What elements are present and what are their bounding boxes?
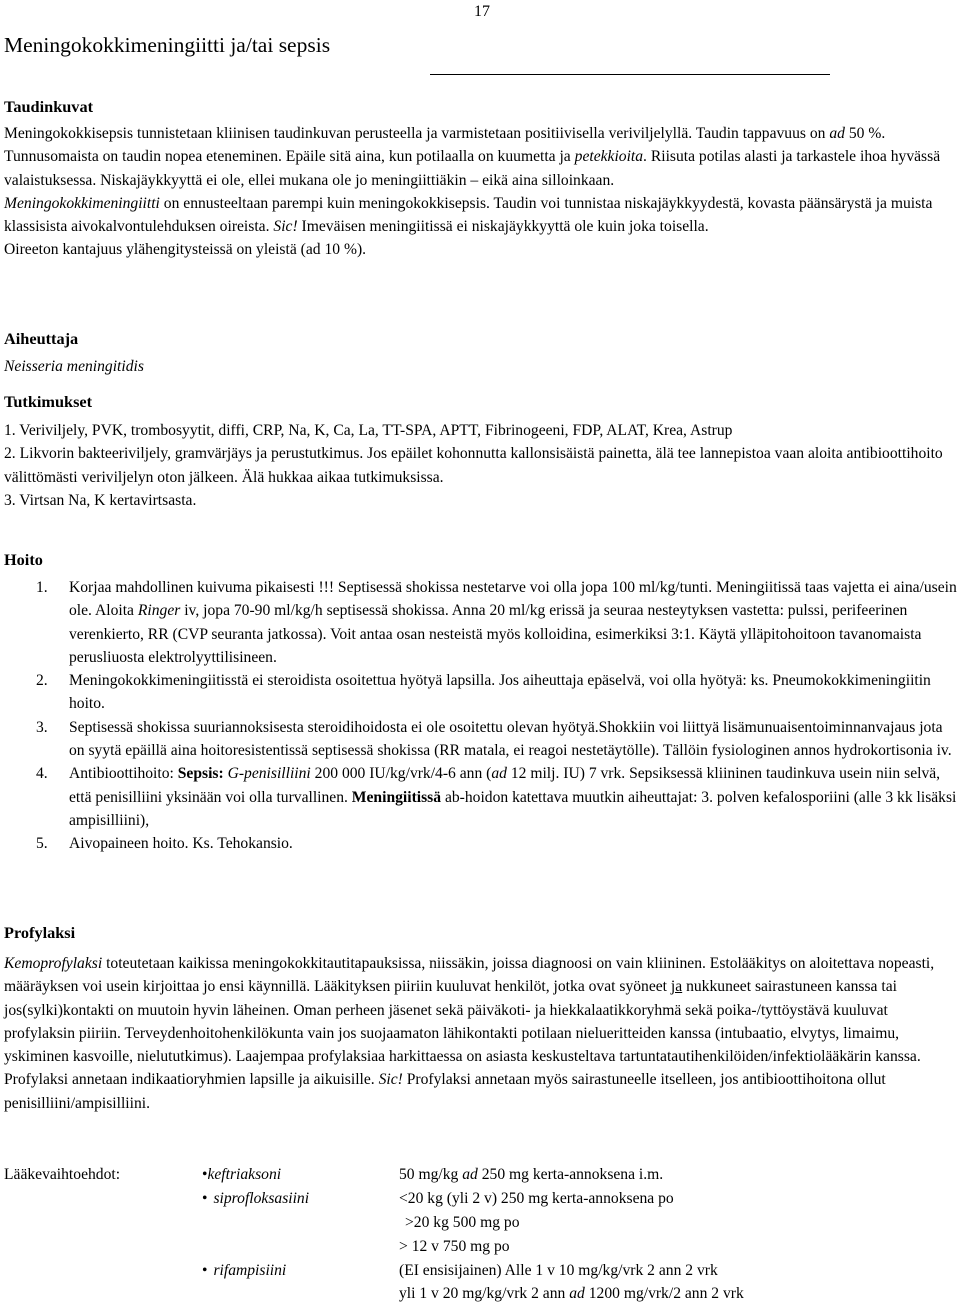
taudinkuvat-paragraph-2: Meningokokkimeningiitti on ennusteeltaan parempi kuin meningokokkisepsis. Taudin voi tunnistaa niskajäykkyydestä, kovasta päänsärystä ja muista klassisista aivokalvontulehduksen oireista. Sic! Imeväisen meningiitissä ei niskajäykkyyttä ole kuin joka toisella. — [4, 194, 933, 236]
taudinkuvat-paragraph-3: Oireeton kantajuus ylähengitysteissä on yleistä (ad 10 %). — [4, 241, 367, 259]
tutkimukset-line-1: 1. Veriviljely, PVK, trombosyytit, diffi, CRP, Na, K, Ca, La, TT-SPA, APTT, Fibrinogeeni, FDP, ALAT, Krea, Astrup — [4, 422, 733, 439]
drug-siprofloksasiini: • siprofloksasiini — [202, 1189, 310, 1207]
medication-row — [4, 1187, 944, 1211]
dose-rifampisiini-1: (EI ensisijainen) Alle 1 v 10 mg/kg/vrk 2 ann 2 vrk — [399, 1261, 718, 1279]
profylaksi-text — [4, 952, 958, 1115]
hoito-list — [4, 576, 958, 856]
drug-keftriaksoni: •keftriaksoni — [202, 1166, 282, 1183]
dose-siprofloksasiini-1: <20 kg (yli 2 v) 250 mg kerta-annoksena po — [399, 1189, 674, 1207]
list-item: 5. Aivopaineen hoito. Ks. Tehokansio. — [36, 835, 293, 853]
taudinkuvat-text — [4, 122, 958, 262]
heading-profylaksi: Profylaksi — [4, 923, 76, 942]
list-item: 1. Korjaa mahdollinen kuivuma pikaisesti !!! Septisessä shokissa nestetarve voi olla jopa 100 ml/kg/tunti. Meningiitissä taas vajetta ei aina/usein ole. Aloita Ringer iv, jopa 70-90 ml/kg/h septisessä shokissa. Anna 20 ml/kg erissä ja seuraa nesteytyksen vastetta: pulssi, perifeerinen verenkierto, RR (CVP seuranta jatkossa). Voit antaa osan nesteistä myös kolloidina, esimerkiksi 3:1. Käytä ylläpitohoitoon tavanomaista perusliuosta elektrolyyttilisineen. — [36, 579, 957, 666]
medication-label: Lääkevaihtoehdot: — [4, 1166, 121, 1183]
page-title: Meningokokkimeningiitti ja/tai sepsis — [4, 33, 331, 57]
tutkimukset-text — [4, 419, 958, 512]
title-rule — [430, 74, 830, 75]
dose-siprofloksasiini-3: > 12 v 750 mg po — [399, 1237, 510, 1255]
heading-taudinkuvat: Taudinkuvat — [4, 97, 94, 116]
taudinkuvat-paragraph-1: Meningokokkisepsis tunnistetaan kliinisen taudinkuvan perusteella ja varmistetaan positiivisella veriviljelyllä. Taudin tappavuus on ad 50 %. Tunnusomaista on taudin nopea eteneminen. Epäile sitä aina, kun potilaalla on kuumetta ja petekkioita. Riisuta potilas alasti ja tarkastele ihoa hyvässä valaistuksessa. Niskajäykkyyttä ei ole, ellei mukana ole jo meningiittiäkin – eikä aina silloinkaan. — [4, 125, 941, 189]
medication-options — [4, 1163, 944, 1306]
aiheuttaja-organism: Neisseria meningitidis — [4, 358, 144, 375]
tutkimukset-line-3: 3. Virtsan Na, K kertavirtsasta. — [4, 491, 197, 509]
heading-tutkimukset: Tutkimukset — [4, 392, 93, 411]
dose-keftriaksoni: 50 mg/kg ad 250 mg kerta-annoksena i.m. — [399, 1166, 664, 1183]
list-item: 4. Antibioottihoito: Sepsis: G-penisilliini 200 000 IU/kg/vrk/4-6 ann (ad 12 milj. IU) 7 vrk. Sepsiksessä kliininen taudinkuva usein niin selvä, että penisilliini yksinään voi olla turvallinen. Meningiitissä ab-hoidon katettava muutkin aiheuttajat: 3. polven kefalosporiini (alle 3 kk lisäksi ampisilliini), — [36, 765, 957, 829]
list-item: 2. Meningokokkimeningiitisstä ei steroidista osoitettua hyötyä lapsilla. Jos aiheuttaja epäselvä, voi olla hyötyä: ks. Pneumokokkimeningiitin hoito. — [36, 672, 931, 713]
medication-row — [4, 1259, 944, 1283]
medication-row — [4, 1235, 944, 1259]
dose-siprofloksasiini-2: >20 kg 500 mg po — [405, 1213, 520, 1231]
medication-row — [4, 1163, 944, 1187]
tutkimukset-line-2: 2. Likvorin bakteeriviljely, gramvärjäys ja perustutkimus. Jos epäilet kohonnutta kallonsisäistä painetta, älä tee lannepistoa vaan aloita antibioottihoito välittömästi veriviljelyn oton jälkeen. Älä hukkaa aikaa tutkimuksissa. — [4, 445, 943, 486]
medication-row — [4, 1211, 944, 1235]
list-item: 3. Septisessä shokissa suuriannoksisesta steroidihoidosta ei ole osoitettu olevan hyötyä.Shokkiin voi liittyä lisämunuaisentoiminnanvajaus jota on syytä epäillä aina hoitoresistentissä septisessä shokissa (RR matala, ei reagoi nestetäytölle). Tällöin fysiologinen annos hydrokortisonia iv. — [36, 718, 952, 760]
page-number: 17 — [474, 3, 490, 20]
heading-aiheuttaja: Aiheuttaja — [4, 329, 79, 348]
dose-rifampisiini-2: yli 1 v 20 mg/kg/vrk 2 ann ad 1200 mg/vrk/2 ann 2 vrk — [399, 1285, 744, 1303]
heading-hoito: Hoito — [4, 550, 43, 569]
medication-row — [4, 1282, 944, 1306]
drug-rifampisiini: • rifampisiini — [202, 1261, 287, 1279]
profylaksi-paragraph: Kemoprofylaksi toteutetaan kaikissa meningokokkitautitapauksissa, niissäkin, joissa diagnoosi on vain kliininen. Estolääkitys on aloitettava nopeasti, määräyksen voi usein kirjoittaa jo ensi käynnillä. Lääkityksen piiriin kuuluvat henkilöt, jotka ovat syöneet ja nukkuneet sairastuneen kanssa tai jos(sylki)kontakti on muutoin hyvin läheinen. Oman perheen jäsenet sekä päiväkoti- ja hiekkalaatikkoryhmä sekä poika-/tyttöystävä kuuluvat profylaksin piiriin. Terveydenhoitohenkilökunta vain jos suojaamaton lähikontakti potilaan nielueritteiden kanssa (intubaatio, elvytys, limaimu, yskiminen kasvoille, nielututkimus). Laajempaa profylaksiaa harkittaessa on asiasta keskusteltava tartuntatautihenkilöiden/infektiolääkärin kanssa. Profylaksi annetaan indikaatioryhmien lapsille ja aikuisille. Sic! Profylaksi annetaan myös sairastuneelle itselleen, jos antibioottihoitona ollut penisilliini/ampisilliini. — [4, 955, 935, 1112]
